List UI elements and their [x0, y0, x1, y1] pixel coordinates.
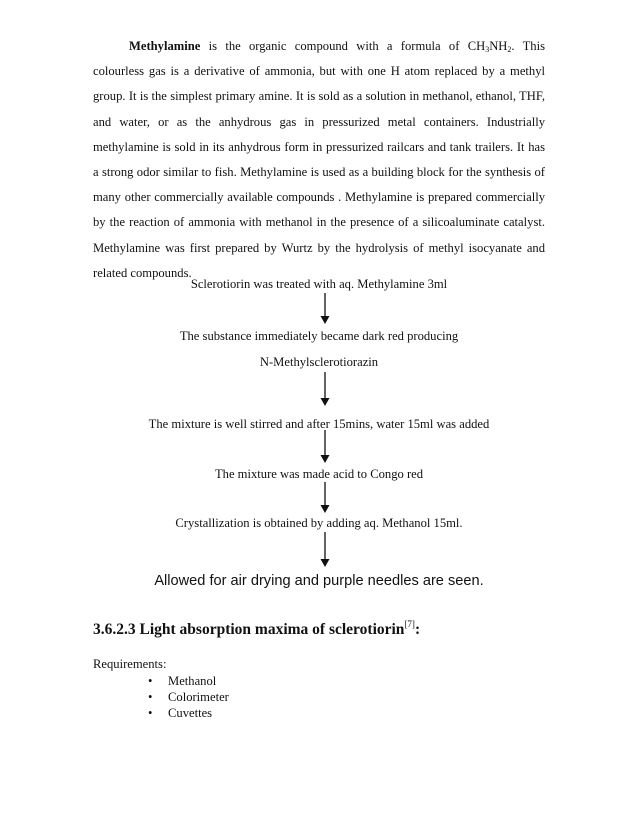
requirements-label: Requirements: — [93, 657, 167, 671]
requirement-cuvettes: Cuvettes — [168, 706, 213, 720]
flow-step-6: Allowed for air drying and purple needles are seen. — [154, 573, 484, 589]
list-item — [148, 673, 229, 689]
bullet-icon: • — [148, 674, 153, 688]
down-arrow-icon — [317, 532, 333, 568]
bullet-icon: • — [148, 690, 153, 704]
paragraph-text-3: . This colourless gas is a derivative of ammonia, but with one H atom replaced by a methyl group. It is the simplest primary amine. It is sold as a solution in methanol, ethanol, THF, and water, or as the anhydrous gas in pressurized metal containers. Industrially methylamine is sold in its anhydrous form in pressurized railcars and tank trailers. It has a strong odor similar to fish. Methylamine is used as a building block for the synthesis of many other commercially available compounds . Methylamine is prepared commercially by the reaction of ammonia with methanol in the presence of a silicoaluminate catalyst. Methylamine was first prepared by Wurtz by the hydrolysis of methyl isocyanate and related compounds. — [93, 39, 545, 280]
bullet-icon: • — [148, 706, 153, 720]
list-item — [148, 689, 229, 705]
flow-step-5: Crystallization is obtained by adding aq. Methanol 15ml. — [175, 516, 463, 530]
down-arrow-icon — [317, 293, 333, 325]
flow-step-4: The mixture was made acid to Congo red — [214, 467, 424, 481]
requirement-colorimeter: Colorimeter — [168, 690, 229, 704]
down-arrow-icon — [317, 430, 333, 464]
term-methylamine: Methylamine — [129, 39, 201, 53]
flow-step-1: Sclerotiorin was treated with aq. Methylamine 3ml — [190, 277, 448, 291]
flow-step-2b: N-Methylsclerotiorazin — [259, 355, 379, 369]
subscript-2: 2 — [507, 45, 512, 54]
section-heading — [93, 621, 420, 639]
flow-step-3: The mixture is well stirred and after 15mins, water 15ml was added — [148, 417, 490, 431]
down-arrow-icon — [317, 482, 333, 514]
down-arrow-icon — [317, 372, 333, 407]
flow-step-2a: The substance immediately became dark red producing — [179, 329, 459, 343]
requirement-methanol: Methanol — [168, 674, 217, 688]
list-item — [148, 705, 229, 721]
methylamine-paragraph — [93, 34, 545, 286]
paragraph-text-1: is the organic compound with a formula of CH — [200, 39, 486, 53]
requirements-list — [148, 673, 229, 721]
paragraph-text-2: NH — [489, 39, 508, 53]
subscript-3: 3 — [485, 45, 490, 54]
section-title: 3.6.2.3 Light absorption maxima of sclerotiorin — [93, 621, 405, 638]
heading-colon: : — [414, 621, 421, 638]
citation-ref: [7] — [404, 619, 415, 629]
